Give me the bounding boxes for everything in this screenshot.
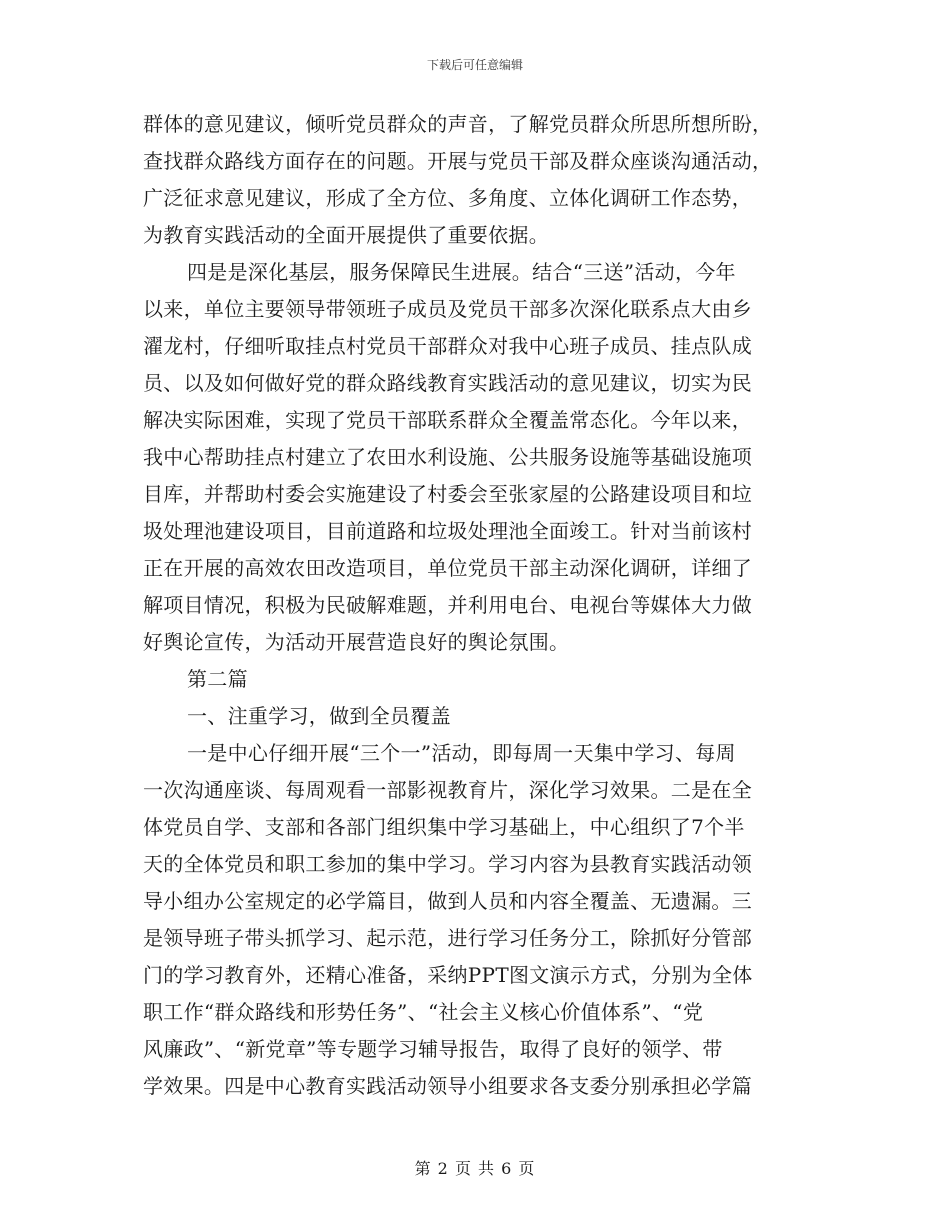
text-line: 濯龙村，仔细听取挂点村党员干部群众对我中心班子成员、挂点队成 [143, 334, 752, 358]
text-line: 圾处理池建设项目，目前道路和垃圾处理池全面竣工。针对当前该村 [143, 519, 752, 543]
text-line: 为教育实践活动的全面开展提供了重要依据。 [143, 223, 549, 247]
text-line: 门的学习教育外，还精心准备，采纳PPT图文演示方式，分别为全体 [143, 963, 753, 987]
text-line: 是领导班子带头抓学习、起示范，进行学习任务分工，除抓好分管部 [143, 926, 752, 950]
text-line: 我中心帮助挂点村建立了农田水利设施、公共服务设施等基础设施项 [143, 445, 752, 469]
text-line: 天的全体党员和职工参加的集中学习。学习内容为县教育实践活动领 [143, 852, 752, 876]
text-line: 以来，单位主要领导带领班子成员及党员干部多次深化联系点大由乡 [143, 297, 752, 321]
document-body [143, 106, 808, 1105]
text-line: 群体的意见建议，倾听党员群众的声音，了解党员群众所思所想所盼， [143, 112, 773, 136]
text-line: 员、以及如何做好党的群众路线教育实践活动的意见建议，切实为民 [143, 371, 752, 395]
text-line: 目库，并帮助村委会实施建设了村委会至张家屋的公路建设项目和垃 [143, 482, 752, 506]
text-line: 解决实际困难，实现了党员干部联系群众全覆盖常态化。今年以来， [143, 408, 752, 432]
text-line: 一次沟通座谈、每周观看一部影视教育片，深化学习效果。二是在全 [143, 778, 752, 802]
text-line: 一、注重学习，做到全员覆盖 [187, 704, 451, 728]
text-line: 导小组办公室规定的必学篇目，做到人员和内容全覆盖、无遗漏。三 [143, 889, 752, 913]
text-line: 查找群众路线方面存在的问题。开展与党员干部及群众座谈沟通活动， [143, 149, 773, 173]
text-line: 职工作“群众路线和形势任务”、“社会主义核心价值体系”、“党 [143, 1000, 704, 1024]
text-line: 体党员自学、支部和各部门组织集中学习基础上，中心组织了7个半 [143, 815, 745, 839]
page-footer: 第 2 页 共 6 页 [414, 1159, 536, 1178]
text-line: 解项目情况，积极为民破解难题，并利用电台、电视台等媒体大力做 [143, 593, 752, 617]
text-line: 风廉政”、“新党章”等专题学习辅导报告，取得了良好的领学、带 [143, 1037, 723, 1061]
text-line: 广泛征求意见建议，形成了全方位、多角度、立体化调研工作态势， [143, 186, 752, 210]
text-line: 一是中心仔细开展“三个一”活动，即每周一天集中学习、每周 [187, 741, 736, 765]
text-line: 第二篇 [187, 667, 248, 691]
text-line: 好舆论宣传，为活动开展营造良好的舆论氛围。 [143, 630, 570, 654]
text-line: 学效果。四是中心教育实践活动领导小组要求各支委分别承担必学篇 [143, 1074, 752, 1098]
text-line: 正在开展的高效农田改造项目，单位党员干部主动深化调研，详细了 [143, 556, 752, 580]
page-header: 下载后可任意编辑 [426, 58, 523, 72]
text-line: 四是是深化基层，服务保障民生进展。结合“三送”活动，今年 [187, 260, 736, 284]
